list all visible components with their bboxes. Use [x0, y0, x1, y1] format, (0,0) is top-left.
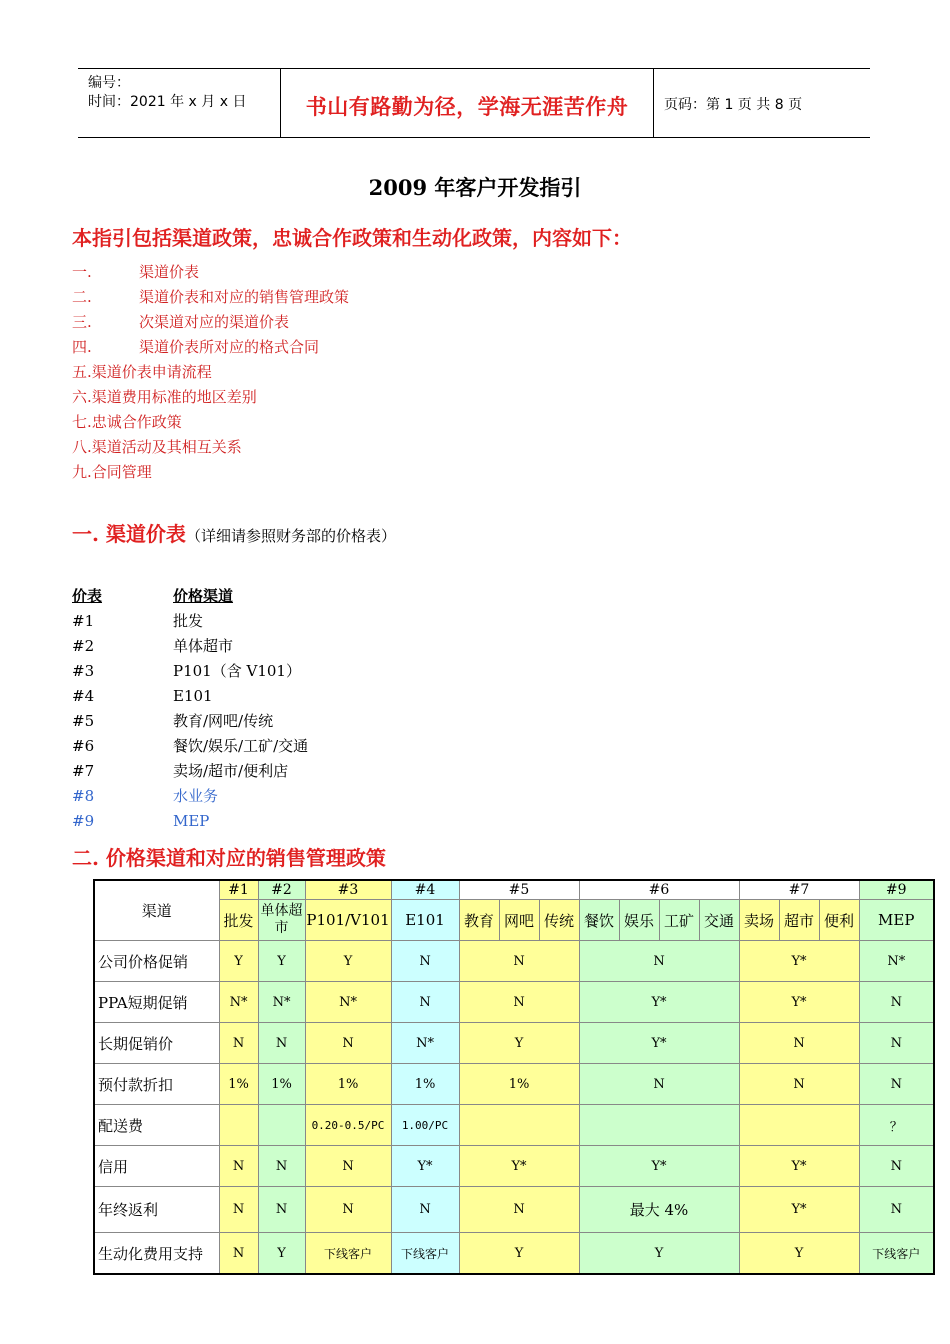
table-cell: 1%: [258, 1064, 305, 1105]
table-cell: N: [305, 1023, 391, 1064]
table-cell: Y*: [739, 982, 859, 1023]
table-cell: Y: [459, 1023, 579, 1064]
toc-item: [72, 360, 349, 385]
table-cell: 1.00/PC: [391, 1105, 459, 1146]
table-cell: N: [459, 941, 579, 982]
price-code: #8: [72, 787, 95, 805]
table-cell: N: [859, 982, 934, 1023]
sub-header: E101: [391, 900, 459, 941]
group-header: #3: [305, 880, 391, 900]
sub-header: 网吧: [499, 900, 539, 941]
table-cell: Y*: [579, 1023, 739, 1064]
row-label: 预付款折扣: [94, 1064, 219, 1105]
intro-text: 本指引包括渠道政策，忠诚合作政策和生动化政策，内容如下：: [72, 226, 632, 250]
toc-text: 渠道价表: [139, 263, 200, 281]
table-cell: N*: [219, 982, 258, 1023]
table-row: [94, 1233, 934, 1275]
table-row: [94, 941, 934, 982]
table-cell: N: [459, 982, 579, 1023]
price-code: #4: [72, 687, 95, 705]
section-note: （详细请参照财务部的价格表）: [185, 527, 396, 545]
price-list-row: [72, 659, 308, 684]
price-channel: 单体超市: [173, 637, 234, 655]
table-of-contents: [72, 260, 349, 485]
price-list-row: [72, 634, 308, 659]
price-code: #1: [72, 612, 95, 630]
table-cell: Y*: [579, 982, 739, 1023]
table-cell: [579, 1105, 739, 1146]
table-cell: 1%: [305, 1064, 391, 1105]
sub-header: 传统: [539, 900, 579, 941]
price-code: #2: [72, 637, 95, 655]
table-cell: 最大 4%: [579, 1187, 739, 1233]
table-row: [94, 1064, 934, 1105]
sub-header: 教育: [459, 900, 499, 941]
table-cell: Y*: [391, 1146, 459, 1187]
price-list-row: [72, 784, 308, 809]
price-code: #5: [72, 712, 95, 730]
toc-item: [72, 335, 349, 360]
toc-text: 忠诚合作政策: [91, 413, 182, 431]
group-header: #9: [859, 880, 934, 900]
sub-header: 娱乐: [619, 900, 659, 941]
section-title: 一. 渠道价表: [72, 522, 186, 546]
table-row: [94, 1105, 934, 1146]
table-row: [94, 982, 934, 1023]
table-cell: [459, 1105, 579, 1146]
sub-header: MEP: [859, 900, 934, 941]
table-cell: [739, 1105, 859, 1146]
table-cell: 0.20-0.5/PC: [305, 1105, 391, 1146]
table-cell: 1%: [459, 1064, 579, 1105]
price-list-row: [72, 759, 308, 784]
price-channel: E101: [173, 687, 213, 705]
price-code: #3: [72, 662, 95, 680]
toc-text: 合同管理: [91, 463, 152, 481]
table-cell: N: [459, 1187, 579, 1233]
toc-item: [72, 410, 349, 435]
table-cell: Y: [219, 941, 258, 982]
toc-item: [72, 285, 349, 310]
table-cell: N: [579, 1064, 739, 1105]
page-number: 页码：第 1 页 共 8 页: [664, 97, 803, 113]
toc-item: [72, 435, 349, 460]
group-header: #7: [739, 880, 859, 900]
table-cell: Y*: [739, 1187, 859, 1233]
table-cell: Y: [459, 1233, 579, 1275]
table-cell: N: [859, 1146, 934, 1187]
table-sub-row: [94, 900, 934, 941]
table-cell: N*: [305, 982, 391, 1023]
toc-text: 渠道价表申请流程: [91, 363, 212, 381]
table-cell: Y*: [739, 1146, 859, 1187]
price-list-row: [72, 709, 308, 734]
table-cell: Y*: [459, 1146, 579, 1187]
table-cell: N: [258, 1023, 305, 1064]
sub-header: 单体超市: [258, 900, 305, 941]
table-cell: N: [219, 1023, 258, 1064]
price-col-header: 价表: [72, 587, 103, 605]
table-cell: N*: [859, 941, 934, 982]
row-label: 公司价格促销: [94, 941, 219, 982]
table-cell: Y: [579, 1233, 739, 1275]
table-cell: N: [391, 941, 459, 982]
toc-number: 五.: [72, 363, 92, 381]
table-cell: Y*: [579, 1146, 739, 1187]
group-header: #1: [219, 880, 258, 900]
toc-text: 渠道价表所对应的格式合同: [139, 338, 320, 356]
table-cell: N: [859, 1064, 934, 1105]
toc-text: 渠道活动及其相互关系: [91, 438, 242, 456]
table-cell: Y: [305, 941, 391, 982]
policy-table: [93, 879, 935, 1275]
sub-header: P101/V101: [305, 900, 391, 941]
table-cell: N: [579, 941, 739, 982]
row-label: 生动化费用支持: [94, 1233, 219, 1275]
sub-header: 超市: [779, 900, 819, 941]
price-code: #7: [72, 762, 95, 780]
table-cell: N*: [391, 1023, 459, 1064]
document-date: 时间：2021 年 x 月 x 日: [88, 94, 247, 110]
table-cell: N*: [258, 982, 305, 1023]
table-cell: N: [739, 1064, 859, 1105]
table-corner: 渠道: [94, 880, 219, 941]
sub-header: 工矿: [659, 900, 699, 941]
table-cell: Y*: [739, 941, 859, 982]
header-motto-cell: [281, 69, 654, 137]
table-cell: N: [219, 1233, 258, 1275]
table-cell: N: [258, 1146, 305, 1187]
toc-text: 渠道价表和对应的销售管理政策: [139, 288, 350, 306]
page-header: [78, 68, 870, 138]
table-cell: N: [258, 1187, 305, 1233]
row-label: 长期促销价: [94, 1023, 219, 1064]
row-label: 信用: [94, 1146, 219, 1187]
sub-header: 餐饮: [579, 900, 619, 941]
sub-header: 批发: [219, 900, 258, 941]
table-row: [94, 1187, 934, 1233]
section-heading-2: [72, 842, 386, 871]
price-list-row: [72, 684, 308, 709]
price-list-row: [72, 734, 308, 759]
toc-number: 九.: [72, 463, 92, 481]
table-cell: Y: [258, 941, 305, 982]
table-row: [94, 1146, 934, 1187]
table-cell: N: [219, 1187, 258, 1233]
sub-header: 卖场: [739, 900, 779, 941]
table-cell: [258, 1105, 305, 1146]
toc-text: 渠道费用标准的地区差别: [91, 388, 257, 406]
toc-number: 一.: [72, 263, 92, 281]
price-code: #6: [72, 737, 95, 755]
price-channel: 卖场/超市/便利店: [173, 762, 289, 780]
table-cell: 1%: [219, 1064, 258, 1105]
section-title: 二. 价格渠道和对应的销售管理政策: [72, 846, 386, 870]
price-channel: P101（含 V101）: [173, 662, 301, 680]
table-cell: ？: [859, 1105, 934, 1146]
channel-col-header: 价格渠道: [173, 587, 234, 605]
table-cell: 下线客户: [859, 1233, 934, 1275]
toc-number: 七.: [72, 413, 92, 431]
table-cell: N: [739, 1023, 859, 1064]
header-meta-cell: [78, 69, 281, 137]
toc-number: 六.: [72, 388, 92, 406]
group-header: #2: [258, 880, 305, 900]
table-cell: N: [305, 1187, 391, 1233]
document-number: 编号：: [88, 75, 130, 91]
table-cell: N: [859, 1023, 934, 1064]
price-channel: 批发: [173, 612, 204, 630]
toc-item: [72, 460, 349, 485]
row-label: PPA短期促销: [94, 982, 219, 1023]
table-group-row: [94, 880, 934, 900]
table-cell: N: [219, 1146, 258, 1187]
group-header: #5: [459, 880, 579, 900]
header-page-cell: [654, 69, 870, 137]
price-list: [72, 584, 308, 834]
sub-header: 便利: [819, 900, 859, 941]
group-header: #4: [391, 880, 459, 900]
table-cell: Y: [739, 1233, 859, 1275]
price-list-row: [72, 809, 308, 834]
table-cell: 下线客户: [391, 1233, 459, 1275]
table-row: [94, 1023, 934, 1064]
table-cell: N: [859, 1187, 934, 1233]
header-motto: 书山有路勤为径，学海无涯苦作舟: [305, 95, 629, 119]
toc-number: 三.: [72, 313, 92, 331]
section-heading-1: [72, 518, 396, 547]
price-list-header: [72, 584, 308, 609]
price-channel: 餐饮/娱乐/工矿/交通: [173, 737, 309, 755]
toc-text: 次渠道对应的渠道价表: [139, 313, 290, 331]
row-label: 年终返利: [94, 1187, 219, 1233]
table-cell: [219, 1105, 258, 1146]
toc-item: [72, 385, 349, 410]
price-channel: 水业务: [173, 787, 219, 805]
price-code: #9: [72, 812, 95, 830]
toc-number: 四.: [72, 338, 92, 356]
price-channel: MEP: [173, 812, 210, 830]
group-header: #6: [579, 880, 739, 900]
price-list-row: [72, 609, 308, 634]
table-cell: N: [305, 1146, 391, 1187]
toc-item: [72, 310, 349, 335]
table-cell: N: [391, 1187, 459, 1233]
row-label: 配送费: [94, 1105, 219, 1146]
table-cell: 1%: [391, 1064, 459, 1105]
price-channel: 教育/网吧/传统: [173, 712, 274, 730]
table-cell: 下线客户: [305, 1233, 391, 1275]
toc-item: [72, 260, 349, 285]
table-cell: N: [391, 982, 459, 1023]
toc-number: 八.: [72, 438, 92, 456]
table-cell: Y: [258, 1233, 305, 1275]
document-title: 2009 年客户开发指引: [368, 175, 582, 200]
sub-header: 交通: [699, 900, 739, 941]
toc-number: 二.: [72, 288, 92, 306]
